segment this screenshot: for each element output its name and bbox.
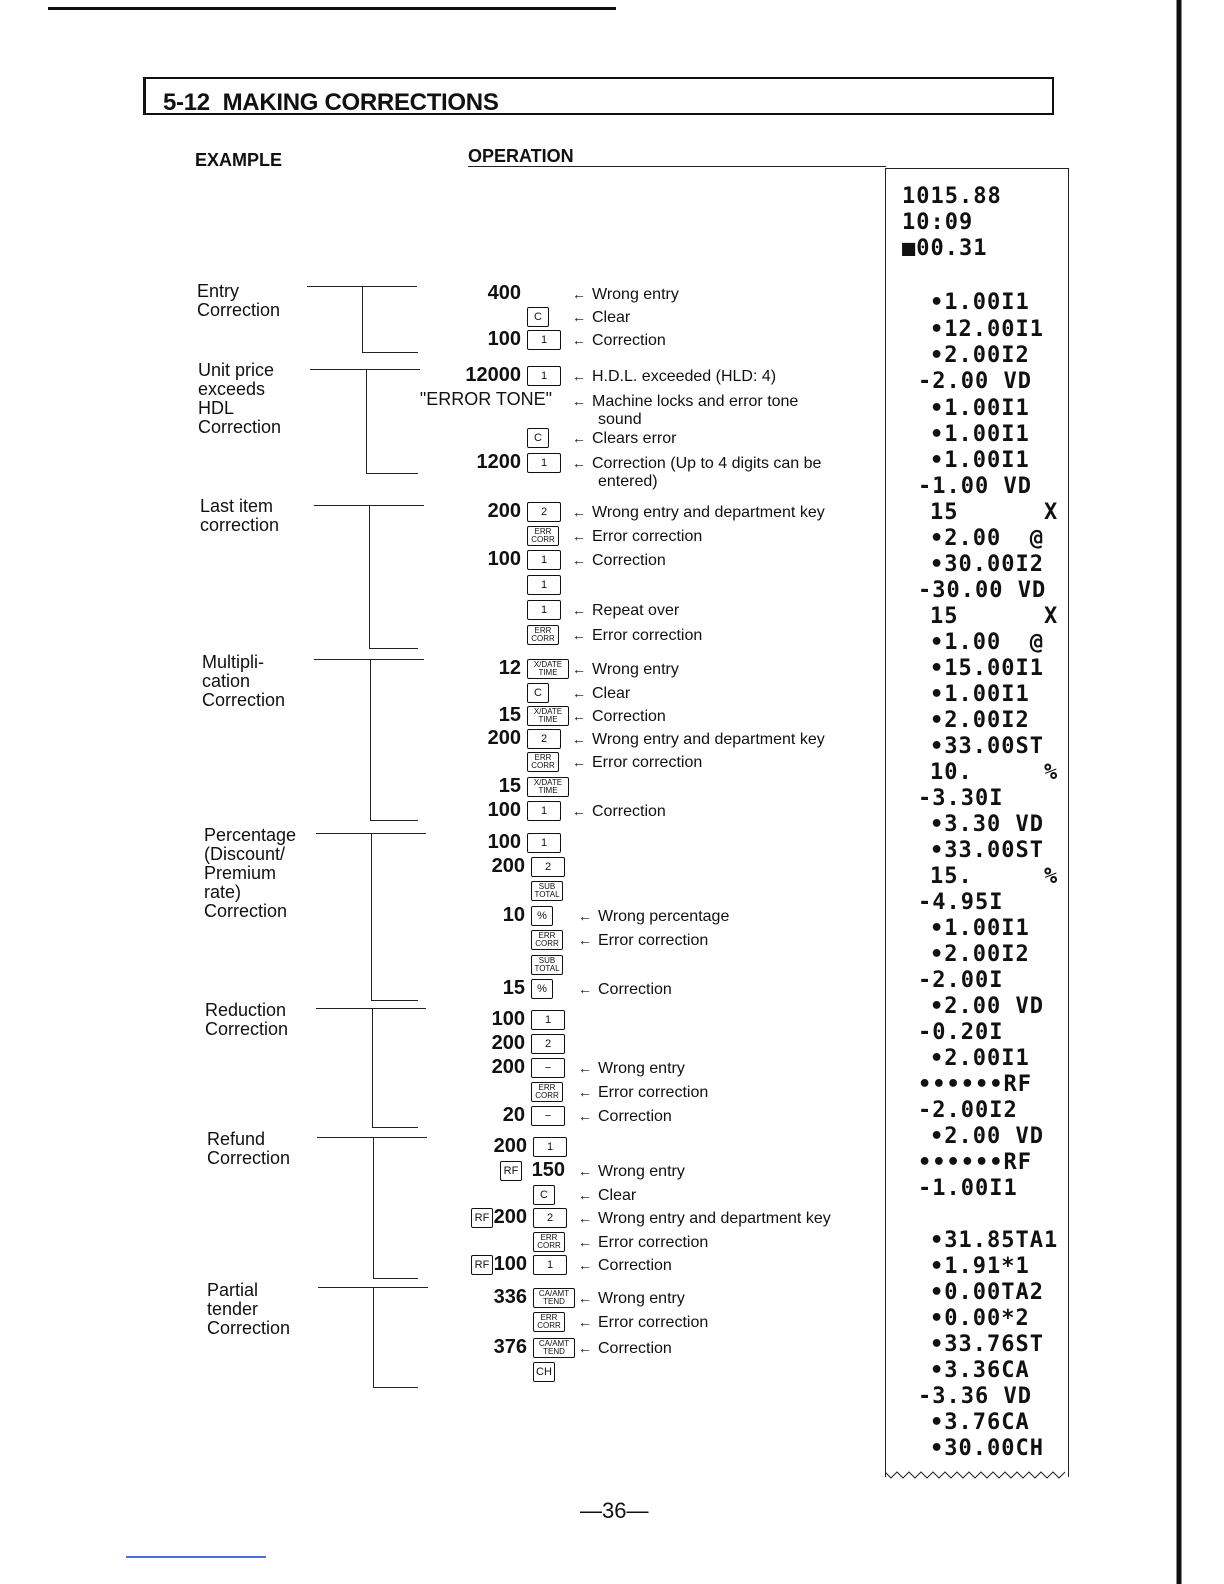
keypad-key[interactable]: 2 xyxy=(531,1034,565,1054)
keypad-key[interactable]: 1 xyxy=(527,366,561,386)
receipt-line: 15 X xyxy=(930,500,1059,525)
note-text: Wrong entry xyxy=(592,286,679,303)
section-number: 5-12 xyxy=(163,89,210,116)
receipt-line: 15. % xyxy=(930,864,1059,889)
example-label-line: Correction xyxy=(207,1148,291,1168)
operation-note xyxy=(578,1256,672,1275)
arrow-icon: ← xyxy=(572,455,586,471)
bracket-vertical xyxy=(371,833,372,1000)
operation-note xyxy=(578,1107,672,1126)
keypad-key[interactable]: X/DATE TIME xyxy=(527,659,569,679)
bracket-vertical xyxy=(366,369,367,473)
receipt-line: •1.00I1 xyxy=(930,916,1030,941)
example-label-line: Correction xyxy=(197,300,281,320)
receipt-line: -2.00I2 xyxy=(918,1098,1018,1123)
operation-note xyxy=(572,285,679,304)
operation-note xyxy=(572,753,702,772)
example-label xyxy=(207,1281,290,1338)
operation-note xyxy=(578,1083,708,1102)
keypad-key[interactable]: − xyxy=(531,1058,565,1078)
arrow-icon: ← xyxy=(572,708,586,724)
operation-value: 100 xyxy=(487,799,521,821)
operation-note xyxy=(572,367,776,386)
receipt-line: •2.00I2 xyxy=(930,708,1030,733)
keypad-key[interactable]: X/DATE TIME xyxy=(527,706,569,726)
note-text: Clear xyxy=(598,1187,637,1204)
note-text: Correction xyxy=(598,1340,672,1357)
example-label-line: tender xyxy=(207,1299,259,1319)
note-text: Correction xyxy=(598,1108,672,1125)
receipt-line: •1.00I1 xyxy=(930,448,1030,473)
note-text: Wrong entry and department key xyxy=(592,731,825,748)
example-label xyxy=(205,1001,288,1039)
page-edge xyxy=(1166,0,1224,1584)
page-number: —36— xyxy=(580,1498,649,1523)
receipt-line: -2.00 VD xyxy=(918,369,1032,394)
example-label-line: exceeds xyxy=(198,379,266,399)
receipt-line: ••••••RF xyxy=(918,1072,1032,1097)
receipt-line: -3.30I xyxy=(918,786,1004,811)
refund-key[interactable]: RF xyxy=(471,1208,493,1228)
note-text: Correction xyxy=(592,552,666,569)
operation-note xyxy=(572,626,702,645)
operation-value: 12000 xyxy=(465,364,521,386)
receipt-line: -1.00I1 xyxy=(918,1176,1018,1201)
arrow-icon: ← xyxy=(572,393,586,409)
operation-note xyxy=(578,1162,685,1181)
note-text: Correction xyxy=(592,708,666,725)
operation-value: 400 xyxy=(487,282,521,304)
bracket-top xyxy=(317,1137,427,1138)
operation-note xyxy=(578,1209,831,1228)
bracket-vertical xyxy=(370,659,371,820)
keypad-key[interactable]: 2 xyxy=(527,729,561,749)
keypad-key[interactable]: ERR CORR xyxy=(527,752,559,772)
receipt-line: •3.76CA xyxy=(930,1410,1030,1435)
note-text: Wrong entry xyxy=(598,1290,685,1307)
keypad-key[interactable]: C xyxy=(527,428,549,448)
arrow-icon: ← xyxy=(578,1340,592,1356)
example-label-line: Correction xyxy=(204,901,288,921)
arrow-icon: ← xyxy=(578,1210,592,1226)
receipt-line: 10. % xyxy=(930,760,1059,785)
blue-mark xyxy=(126,1556,266,1558)
keypad-key[interactable]: 2 xyxy=(527,502,561,522)
bracket-bottom xyxy=(373,1387,418,1388)
receipt-line: •1.00I1 xyxy=(930,422,1030,447)
operation-value: 15 xyxy=(502,977,525,999)
operation-note xyxy=(572,308,630,327)
receipt-line: •3.30 VD xyxy=(930,812,1044,837)
bracket-vertical xyxy=(372,1008,373,1127)
receipt-line: •15.00I1 xyxy=(930,656,1044,681)
bracket-bottom xyxy=(369,648,418,649)
arrow-icon: ← xyxy=(578,1108,592,1124)
operation-note xyxy=(572,429,676,448)
keypad-key[interactable]: C xyxy=(533,1185,555,1205)
keypad-key[interactable]: 1 xyxy=(527,600,561,620)
bracket-vertical xyxy=(373,1137,374,1278)
example-label-line: Correction xyxy=(207,1318,291,1338)
arrow-icon: ← xyxy=(578,981,592,997)
example-label xyxy=(200,497,279,535)
arrow-icon: ← xyxy=(572,430,586,446)
operation-note xyxy=(578,1289,685,1308)
keypad-key[interactable]: CA/AMT TEND xyxy=(533,1288,575,1308)
receipt-line: •1.91*1 xyxy=(930,1254,1030,1279)
operation-note xyxy=(578,907,729,926)
note-text: Correction xyxy=(592,332,666,349)
operation-note xyxy=(572,684,630,703)
arrow-icon: ← xyxy=(578,1060,592,1076)
receipt-line: •2.00 @ xyxy=(930,526,1044,551)
bracket-bottom xyxy=(370,820,418,821)
keypad-key[interactable]: 1 xyxy=(533,1137,567,1157)
operation-value: 336 xyxy=(493,1286,527,1308)
example-label-line: rate) xyxy=(204,882,242,902)
operation-note xyxy=(572,660,679,679)
example-label-line: Correction xyxy=(202,690,286,710)
arrow-icon: ← xyxy=(578,1314,592,1330)
example-label-line: Entry xyxy=(197,281,240,301)
receipt-line: •33.00ST xyxy=(930,838,1044,863)
example-label-line: Reduction xyxy=(205,1000,287,1020)
operation-note xyxy=(578,1186,636,1205)
receipt-line: 1015.88 xyxy=(902,184,1002,209)
example-label-line: Unit price xyxy=(198,360,275,380)
note-text-continued: entered) xyxy=(598,473,658,490)
receipt-line: •1.00I1 xyxy=(930,682,1030,707)
operation-note xyxy=(578,1313,708,1332)
receipt-line: ••••••RF xyxy=(918,1150,1032,1175)
operation-value: 200 xyxy=(491,1032,525,1054)
example-label xyxy=(207,1130,290,1168)
receipt-line: •3.36CA xyxy=(930,1358,1030,1383)
operation-note xyxy=(572,527,702,546)
operation-note xyxy=(572,802,666,821)
receipt-line: •30.00CH xyxy=(930,1436,1044,1461)
receipt-line: •33.76ST xyxy=(930,1332,1044,1357)
arrow-icon: ← xyxy=(572,528,586,544)
receipt-line: •2.00 VD xyxy=(930,1124,1044,1149)
example-label xyxy=(198,361,281,437)
receipt-line: •2.00I1 xyxy=(930,1046,1030,1071)
arrow-icon: ← xyxy=(578,908,592,924)
operation-value: 200 xyxy=(487,500,521,522)
operation-value: 10 xyxy=(502,904,525,926)
bracket-top xyxy=(314,659,424,660)
arrow-icon: ← xyxy=(572,602,586,618)
keypad-key[interactable]: ERR CORR xyxy=(531,930,563,950)
note-text: Error correction xyxy=(598,1314,709,1331)
keypad-key[interactable]: C xyxy=(527,683,549,703)
keypad-key[interactable]: ERR CORR xyxy=(527,625,559,645)
arrow-icon: ← xyxy=(578,1187,592,1203)
bracket-bottom xyxy=(362,352,418,353)
operation-value: 100 xyxy=(493,1253,527,1275)
operation-value: 100 xyxy=(491,1008,525,1030)
receipt-line: •0.00*2 xyxy=(930,1306,1030,1331)
receipt-line: •0.00TA2 xyxy=(930,1280,1044,1305)
receipt-line: -1.00 VD xyxy=(918,474,1032,499)
receipt-line: -2.00I xyxy=(918,968,1004,993)
operation-value: 376 xyxy=(493,1336,527,1358)
keypad-key[interactable]: − xyxy=(531,1106,565,1126)
keypad-key[interactable]: CH xyxy=(533,1362,555,1382)
keypad-key[interactable]: SUB TOTAL xyxy=(531,955,563,975)
operation-note xyxy=(578,1233,708,1252)
note-text-continued: sound xyxy=(598,411,642,428)
keypad-key[interactable]: X/DATE TIME xyxy=(527,777,569,797)
arrow-icon: ← xyxy=(578,1163,592,1179)
keypad-key[interactable]: 1 xyxy=(527,453,561,473)
bracket-bottom xyxy=(373,1278,418,1279)
operation-note xyxy=(578,980,672,999)
note-text: Clears error xyxy=(592,430,677,447)
receipt-line: -3.36 VD xyxy=(918,1384,1032,1409)
operation-note xyxy=(572,503,825,522)
receipt-line: •31.85TA1 xyxy=(930,1228,1059,1253)
operation-value: 100 xyxy=(487,328,521,350)
example-label-line: Last item xyxy=(200,496,274,516)
keypad-key[interactable]: 1 xyxy=(531,1010,565,1030)
note-text: Repeat over xyxy=(592,602,680,619)
keypad-key[interactable]: ERR CORR xyxy=(531,1082,563,1102)
arrow-icon: ← xyxy=(572,332,586,348)
operation-value: 200 xyxy=(491,1056,525,1078)
note-text: Clear xyxy=(592,685,631,702)
operation-value: 200 xyxy=(491,855,525,877)
example-label-line: Multipli- xyxy=(202,652,265,672)
operation-value: 15 xyxy=(498,704,521,726)
example-label-line: correction xyxy=(200,515,280,535)
header-underline xyxy=(468,166,886,167)
note-text: H.D.L. exceeded (HLD: 4) xyxy=(592,368,777,385)
example-label-line: Correction xyxy=(198,417,282,437)
note-text: Error correction xyxy=(592,754,703,771)
keypad-key[interactable]: 1 xyxy=(533,1255,567,1275)
operation-value: 15 xyxy=(498,775,521,797)
note-text: Error correction xyxy=(598,932,709,949)
arrow-icon: ← xyxy=(578,1290,592,1306)
arrow-icon: ← xyxy=(572,803,586,819)
bracket-vertical xyxy=(373,1287,374,1387)
operation-value: 200 xyxy=(487,727,521,749)
arrow-icon: ← xyxy=(572,504,586,520)
note-text: Error correction xyxy=(598,1084,709,1101)
receipt-line: •2.00 VD xyxy=(930,994,1044,1019)
receipt-line: •12.00I1 xyxy=(930,317,1044,342)
example-label-line: Partial xyxy=(207,1280,259,1300)
note-text: Correction xyxy=(598,981,672,998)
arrow-icon: ← xyxy=(572,368,586,384)
note-text: Wrong entry and department key xyxy=(598,1210,831,1227)
bracket-vertical xyxy=(369,505,370,648)
operation-value: 200 xyxy=(493,1135,527,1157)
operation-note xyxy=(572,454,821,491)
operation-note xyxy=(572,392,798,429)
example-label-line: Refund xyxy=(207,1129,266,1149)
keypad-key[interactable]: 1 xyxy=(527,575,561,595)
keypad-key[interactable]: SUB TOTAL xyxy=(531,881,563,901)
bracket-bottom xyxy=(371,1000,418,1001)
operation-note xyxy=(578,931,708,950)
arrow-icon: ← xyxy=(572,627,586,643)
note-text: Wrong entry xyxy=(598,1060,685,1077)
note-text: Clear xyxy=(592,309,631,326)
operation-column-header: OPERATION xyxy=(468,146,574,166)
arrow-icon: ← xyxy=(578,932,592,948)
bracket-vertical xyxy=(362,286,363,352)
keypad-key[interactable]: 1 xyxy=(527,550,561,570)
note-text: Correction (Up to 4 digits can be xyxy=(592,455,822,472)
note-text: Machine locks and error tone xyxy=(592,393,799,410)
note-text: Wrong entry xyxy=(598,1163,685,1180)
operation-value: 100 xyxy=(487,548,521,570)
receipt-line: •30.00I2 xyxy=(930,552,1044,577)
note-text: Wrong percentage xyxy=(598,908,730,925)
refund-key[interactable]: RF xyxy=(471,1255,493,1275)
keypad-key[interactable]: 1 xyxy=(527,833,561,853)
operation-note xyxy=(578,1339,672,1358)
operation-note xyxy=(572,331,666,350)
keypad-key[interactable]: ERR CORR xyxy=(533,1232,565,1252)
section-title-text: MAKING CORRECTIONS xyxy=(222,89,499,116)
example-label-line: (Discount/ xyxy=(204,844,286,864)
operation-value: 150 xyxy=(531,1159,565,1181)
operation-value: 1200 xyxy=(476,451,521,473)
operation-value: 20 xyxy=(502,1104,525,1126)
note-text: Wrong entry xyxy=(592,661,679,678)
receipt-line: •2.00I2 xyxy=(930,343,1030,368)
keypad-key[interactable]: ERR CORR xyxy=(527,526,559,546)
arrow-icon: ← xyxy=(572,309,586,325)
section-title xyxy=(163,89,499,117)
receipt-line: •1.00I1 xyxy=(930,396,1030,421)
receipt-tear-edge xyxy=(885,1470,1068,1480)
keypad-key[interactable]: 2 xyxy=(533,1208,567,1228)
operation-note xyxy=(578,1059,685,1078)
example-label-line: HDL xyxy=(198,398,235,418)
top-rule xyxy=(48,7,616,10)
example-column-header: EXAMPLE xyxy=(195,150,283,170)
keypad-key[interactable]: 1 xyxy=(527,801,561,821)
operation-value: "ERROR TONE" xyxy=(419,389,552,409)
arrow-icon: ← xyxy=(578,1257,592,1273)
arrow-icon: ← xyxy=(572,552,586,568)
operation-value: 12 xyxy=(498,657,521,679)
arrow-icon: ← xyxy=(572,685,586,701)
bracket-bottom xyxy=(366,473,418,474)
note-text: Correction xyxy=(592,803,666,820)
arrow-icon: ← xyxy=(578,1084,592,1100)
keypad-key[interactable]: 2 xyxy=(531,857,565,877)
refund-key[interactable]: RF xyxy=(500,1161,522,1181)
note-text: Wrong entry and department key xyxy=(592,504,825,521)
keypad-key[interactable]: ERR CORR xyxy=(533,1312,565,1332)
receipt-line: -0.20I xyxy=(918,1020,1004,1045)
example-label xyxy=(202,653,285,710)
receipt-line: ■00.31 xyxy=(902,236,988,261)
receipt-line: •1.00 @ xyxy=(930,630,1044,655)
operation-value: 100 xyxy=(487,831,521,853)
bracket-top xyxy=(316,1008,426,1009)
example-label-line: Correction xyxy=(205,1019,289,1039)
arrow-icon: ← xyxy=(572,754,586,770)
note-text: Error correction xyxy=(598,1234,709,1251)
keypad-key[interactable]: % xyxy=(531,906,553,926)
receipt-line: 10:09 xyxy=(902,210,974,235)
example-label-line: cation xyxy=(202,671,251,691)
operation-note xyxy=(572,707,666,726)
keypad-key[interactable]: 1 xyxy=(527,330,561,350)
arrow-icon: ← xyxy=(572,731,586,747)
operation-note xyxy=(572,730,825,749)
arrow-icon: ← xyxy=(578,1234,592,1250)
bracket-bottom xyxy=(372,1127,418,1128)
operation-note xyxy=(572,551,666,570)
example-label-line: Premium xyxy=(204,863,277,883)
receipt-line: •2.00I2 xyxy=(930,942,1030,967)
receipt-line: -30.00 VD xyxy=(918,578,1047,603)
keypad-key[interactable]: CA/AMT TEND xyxy=(533,1338,575,1358)
receipt-line: -4.95I xyxy=(918,890,1004,915)
receipt-line: •1.00I1 xyxy=(930,290,1030,315)
receipt-line: •33.00ST xyxy=(930,734,1044,759)
note-text: Error correction xyxy=(592,627,703,644)
arrow-icon: ← xyxy=(572,286,586,302)
note-text: Correction xyxy=(598,1257,672,1274)
arrow-icon: ← xyxy=(572,661,586,677)
operation-value: 200 xyxy=(493,1206,527,1228)
example-label xyxy=(197,282,280,320)
keypad-key[interactable]: % xyxy=(531,979,553,999)
note-text: Error correction xyxy=(592,528,703,545)
example-label-line: Percentage xyxy=(204,825,297,845)
operation-note xyxy=(572,601,679,620)
keypad-key[interactable]: C xyxy=(527,307,549,327)
example-label xyxy=(204,826,296,921)
receipt-line: 15 X xyxy=(930,604,1059,629)
bracket-top xyxy=(310,369,420,370)
